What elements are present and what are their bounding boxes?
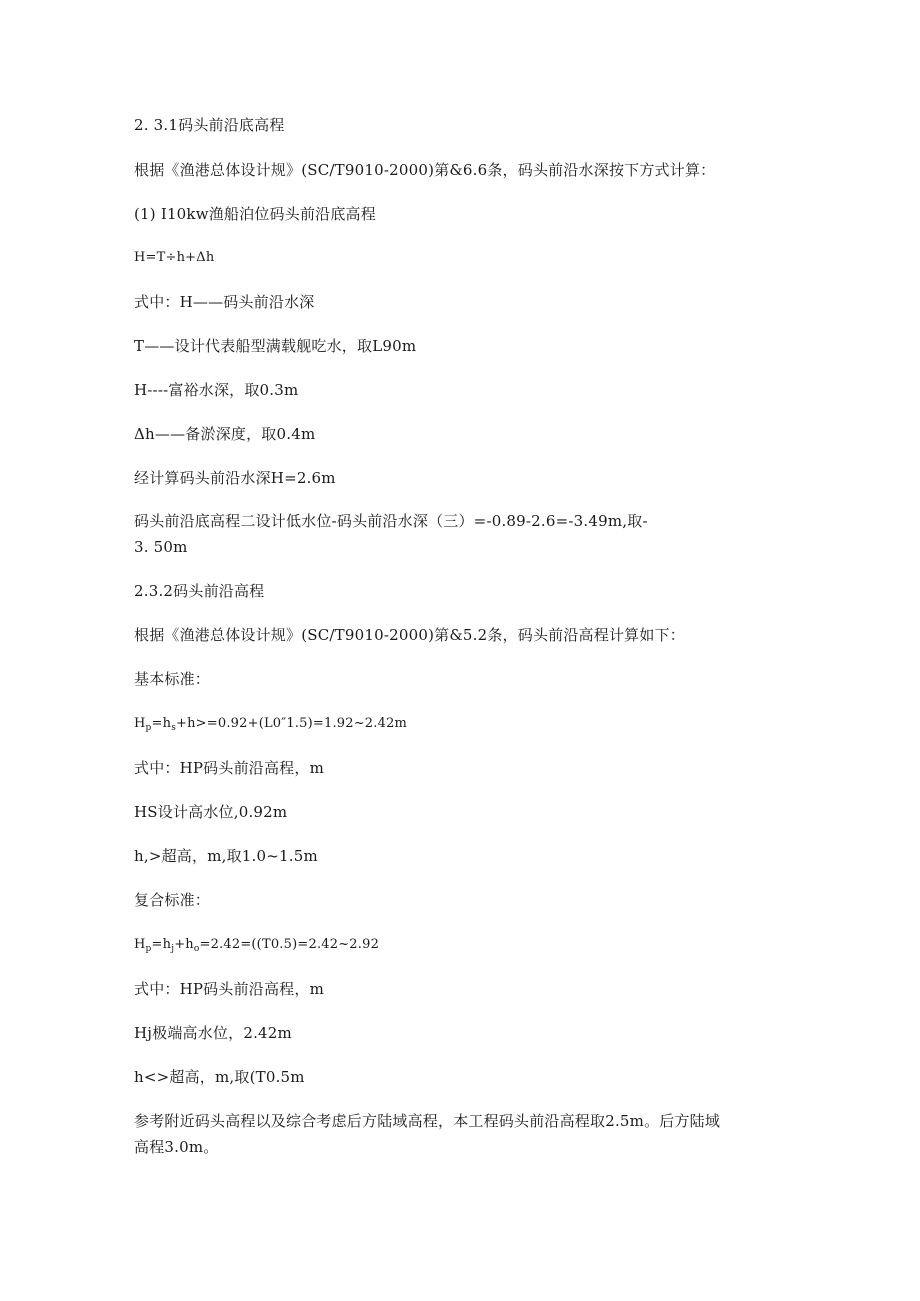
section-heading-2-3-1: 2. 3.1码头前沿底高程	[134, 116, 285, 134]
paragraph-conclusion-cont: 高程3.0m。	[134, 1138, 219, 1156]
definition-h-composite: h<>超高，m,取(T0.5m	[134, 1068, 305, 1086]
formula-composite-standard: $H_p=h_j+h_o=2.42=((T0.5)=2.42\sim 2.92$	[134, 937, 380, 954]
definition-Hj: Hj极端高水位，2.42m	[134, 1024, 292, 1042]
section-heading-2-3-2: 2.3.2码头前沿高程	[134, 582, 265, 600]
label-basic-standard: 基本标准：	[134, 670, 211, 688]
definition-T: T——设计代表船型满载舰吃水，取L90m	[134, 337, 417, 355]
paragraph-item-1: (1) I10kw渔船泊位码头前沿底高程	[134, 205, 376, 223]
paragraph-elevation-basis: 根据《渔港总体设计规》(SC/T9010-2000)第&5.2条，码头前沿高程计算如下：	[134, 626, 685, 644]
definition-h-basic: h,>超高，m,取1.0~1.5m	[134, 847, 318, 865]
definition-HS: HS设计高水位,0.92m	[134, 803, 288, 821]
paragraph-calc-result: 经计算码头前沿水深H=2.6m	[134, 469, 336, 487]
definition-delta-h: Δh——备淤深度，取0.4m	[134, 425, 316, 443]
formula-basic-standard: $H_p=h_s+h>=0.92+(L0''1.5)=1.92\sim 2.42m$	[134, 716, 408, 733]
paragraph-bottom-elevation: 码头前沿底高程二设计低水位-码头前沿水深（三）=-0.89-2.6=-3.49m,取-	[134, 512, 648, 530]
paragraph-conclusion: 参考附近码头高程以及综合考虑后方陆域高程，本工程码头前沿高程取2.5m。后方陆域	[134, 1112, 721, 1130]
definition-HP-composite: 式中：HP码头前沿高程，m	[134, 980, 324, 998]
formula-depth: H=T÷h+Δh	[134, 250, 215, 265]
paragraph-calc-basis: 根据《渔港总体设计规》(SC/T9010-2000)第&6.6条，码头前沿水深按下方式计算：	[134, 161, 716, 179]
definition-H-surplus: H----富裕水深，取0.3m	[134, 381, 299, 399]
label-composite-standard: 复合标准：	[134, 891, 211, 909]
paragraph-bottom-elevation-cont: 3. 50m	[134, 538, 188, 556]
definition-HP-basic: 式中：HP码头前沿高程，m	[134, 759, 324, 777]
definition-H: 式中：H——码头前沿水深	[134, 293, 315, 311]
